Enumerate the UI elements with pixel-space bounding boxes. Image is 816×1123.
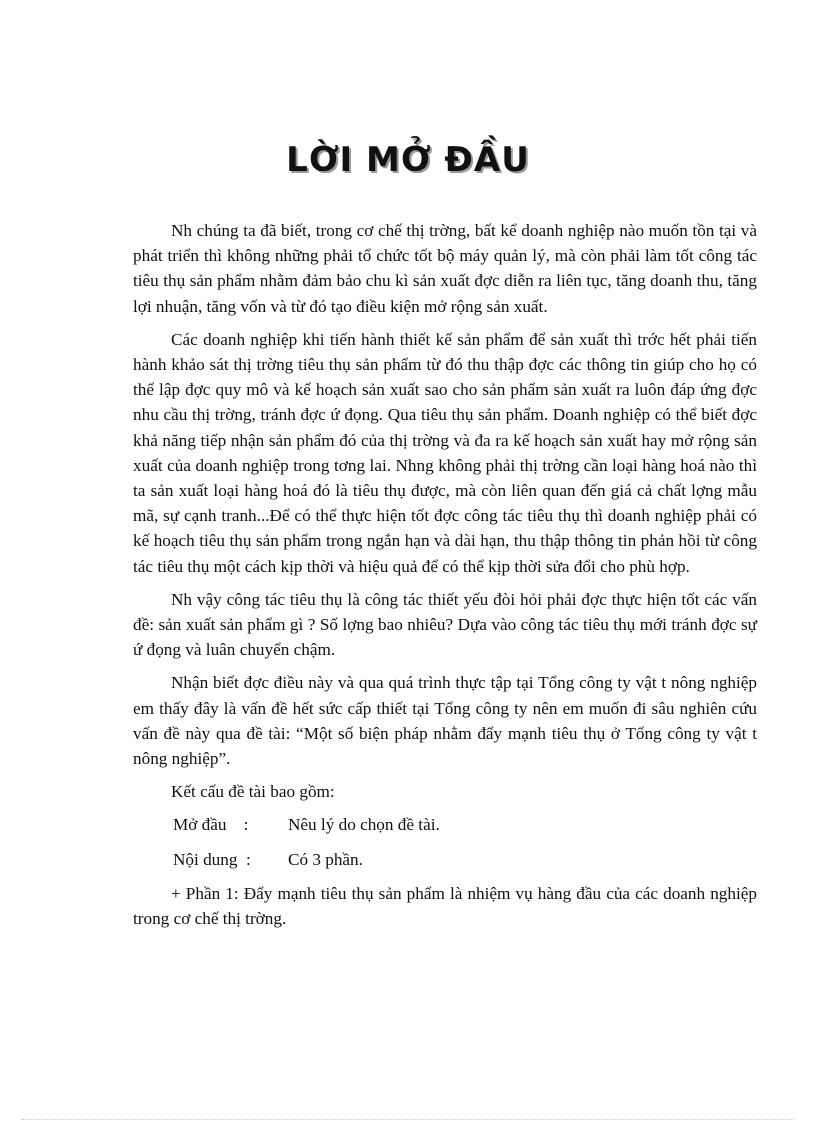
paragraph-business: Các doanh nghiệp khi tiến hành thiết kế sản phẩm để sản xuất thì trớc hết phải tiến hành khảo sát thị trờng tiêu thụ sản phẩm từ đó thu thập đợc các thông tin giúp cho họ có thể lập đợc quy mô và kế hoạch sản xuất sao cho sản phẩm sản xuất ra luôn đáp ứng đợc nhu cầu thị trờng, tránh đợc ứ đọng. Qua tiêu thụ sản phẩm. Doanh nghiệp có thể biết đợc khả năng tiếp nhận sản phẩm đó của thị trờng và đa ra kế hoạch sản xuất hay mở rộng sản xuất của doanh nghiệp trong tơng lai. Nhng không phải thị trờng cần loại hàng hoá nào thì ta sản xuất loại hàng hoá đó là tiêu thụ được, mà còn liên quan đến giá cả chất lợng mẫu mã, sự cạnh tranh...Để có thể thực hiện tốt đợc công tác tiêu thụ thì doanh nghiệp phải có kế hoạch tiêu thụ sản phẩm trong ngắn hạn và dài hạn, thu thập thông tin phản hồi từ công tác tiêu thụ một cách kịp thời và hiệu quả để có thể kịp thời sửa đổi cho phù hợp. bbox=[133, 329, 757, 576]
page-title: LỜI MỞ ĐẦU bbox=[286, 140, 530, 180]
paragraph-requirements: Nh vậy công tác tiêu thụ là công tác thiết yếu đòi hỏi phải đợc thực hiện tốt các vấn đề: sản xuất sản phẩm gì ? Số lợng bao nhiêu? Dựa vào công tác tiêu thụ mới tránh đợc sự ứ đọng và luân chuyển chậm. bbox=[133, 589, 757, 660]
structure-label: Nội dung : bbox=[173, 849, 251, 869]
structure-value: Nêu lý do chọn đề tài. bbox=[288, 815, 440, 835]
structure-label: Mở đầu : bbox=[173, 815, 249, 835]
document-body bbox=[133, 218, 757, 939]
structure-row-intro bbox=[133, 812, 757, 837]
paragraph-topic: Nhận biết đợc điều này và qua quá trình thực tập tại Tổng công ty vật t nông nghiệp em thấy đây là vấn đề hết sức cấp thiết tại Tổng công ty nên em muốn đi sâu nghiên cứu vấn đề này qua đề tài: “Một số biện pháp nhằm đẩy mạnh tiêu thụ ở Tổng công ty vật t nông nghiệp”. bbox=[133, 673, 757, 769]
structure-row-content bbox=[133, 847, 757, 872]
paragraph-structure-heading: Kết cấu đề tài bao gồm: bbox=[171, 782, 335, 802]
structure-value: Có 3 phần. bbox=[288, 849, 363, 869]
paragraph-intro: Nh chúng ta đã biết, trong cơ chế thị trờng, bất kể doanh nghiệp nào muốn tồn tại và phát triển thì không những phải tổ chức tốt bộ máy quản lý, mà còn phải làm tốt công tác tiêu thụ sản phẩm nhằm đảm bảo chu kì sản xuất đợc diễn ra liên tục, tăng doanh thu, tăng lợi nhuận, tăng vốn và từ đó tạo điều kiện mở rộng sản xuất. bbox=[133, 221, 757, 316]
page-bottom-divider bbox=[22, 1119, 794, 1120]
paragraph-part1: + Phần 1: Đẩy mạnh tiêu thụ sản phẩm là nhiệm vụ hàng đầu của các doanh nghiệp trong cơ chế thị trờng. bbox=[133, 883, 757, 929]
